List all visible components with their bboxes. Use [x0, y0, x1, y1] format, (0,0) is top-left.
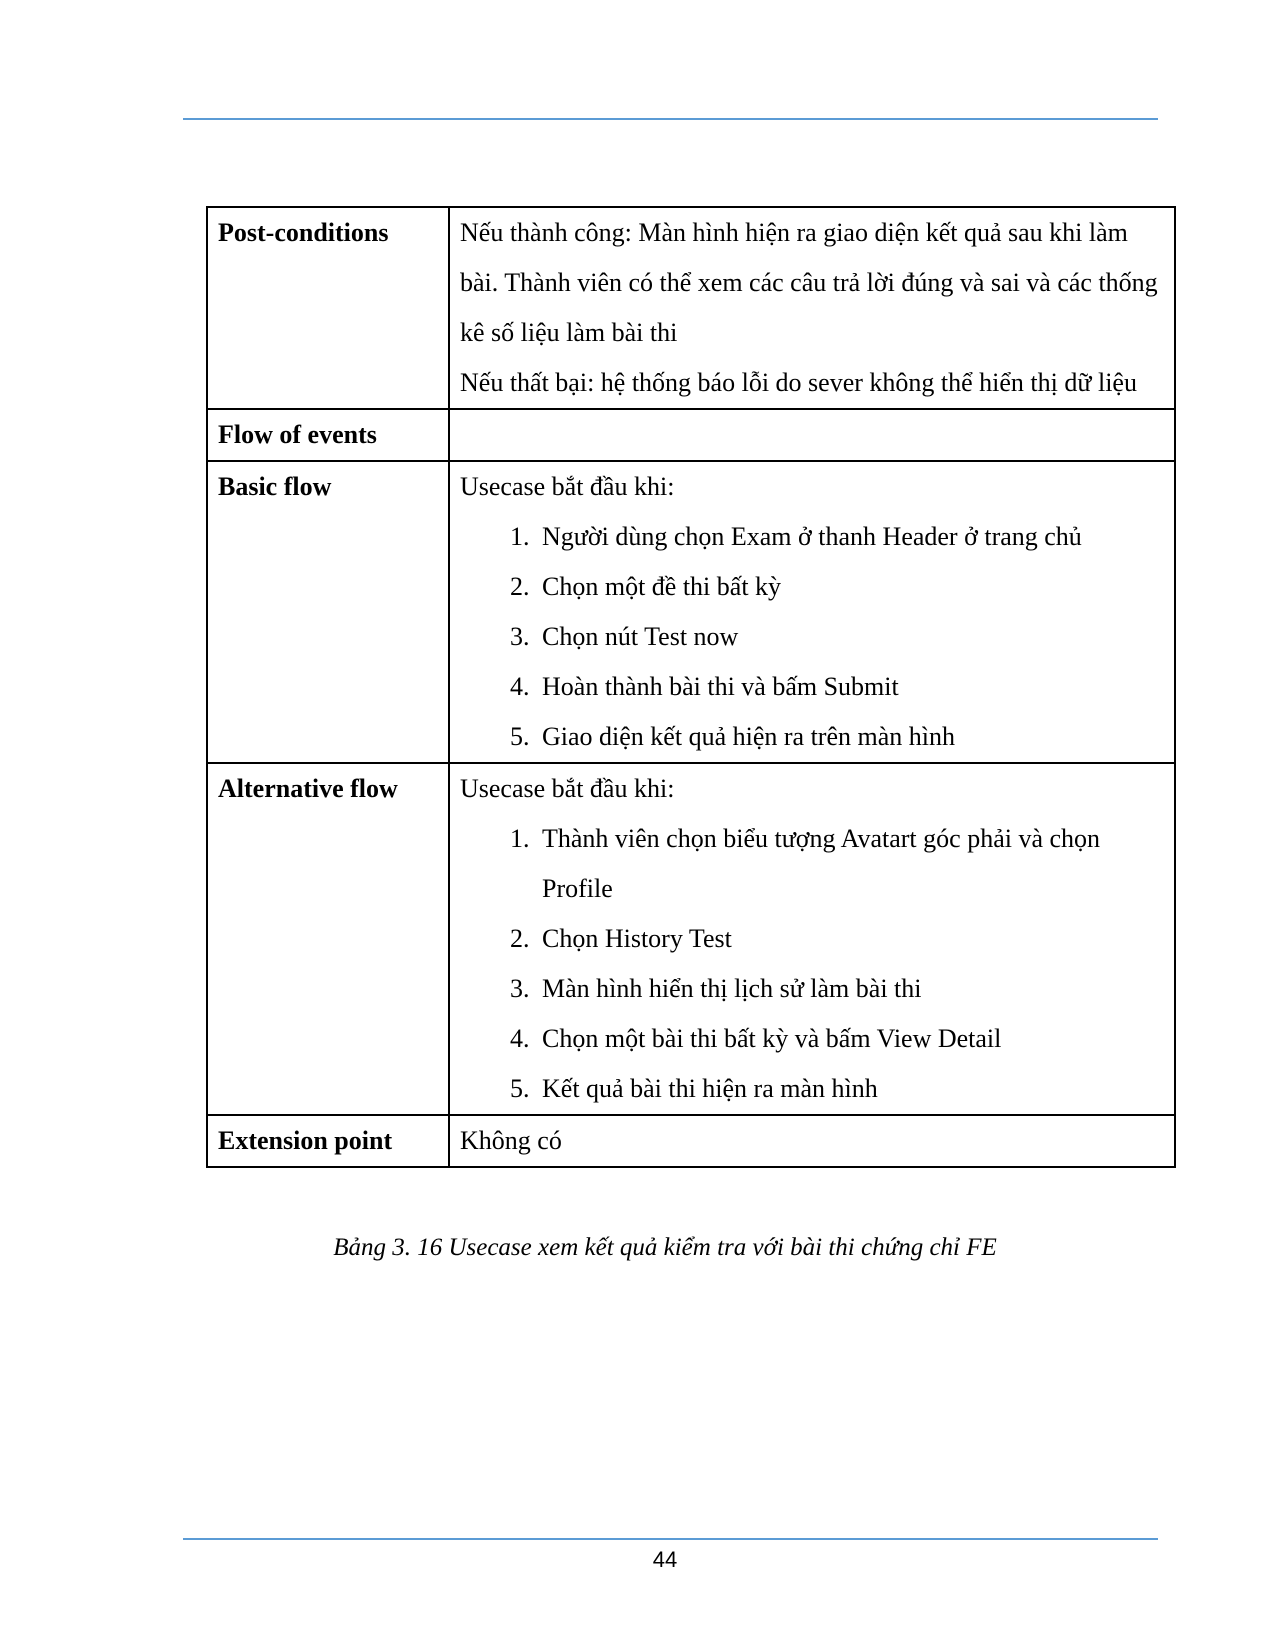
- alternative-flow-step: 5. Kết quả bài thi hiện ra màn hình: [536, 1064, 1164, 1114]
- row-basic-flow: [207, 461, 1175, 763]
- alternative-flow-step: 4. Chọn một bài thi bất kỳ và bấm View Detail: [536, 1014, 1164, 1064]
- basic-flow-step: 1. Người dùng chọn Exam ở thanh Header ở trang chủ: [536, 512, 1164, 562]
- basic-flow-step: 5. Giao diện kết quả hiện ra trên màn hình: [536, 712, 1164, 762]
- basic-flow-steps: [460, 512, 1164, 762]
- basic-flow-content: [449, 461, 1175, 763]
- post-conditions-label: Post-conditions: [207, 207, 449, 409]
- post-conditions-failure: Nếu thất bại: hệ thống báo lỗi do sever không thể hiển thị dữ liệu: [460, 368, 1137, 397]
- basic-flow-label: Basic flow: [207, 461, 449, 763]
- footer-rule: [183, 1538, 1158, 1540]
- flow-of-events-content: [449, 409, 1175, 461]
- usecase-table: [206, 206, 1176, 1168]
- post-conditions-success: Nếu thành công: Màn hình hiện ra giao diện kết quả sau khi làm bài. Thành viên có thể xem các câu trả lời đúng và sai và các thống kê số liệu làm bài thi: [460, 218, 1158, 347]
- flow-of-events-label: Flow of events: [207, 409, 449, 461]
- basic-flow-step: 2. Chọn một đề thi bất kỳ: [536, 562, 1164, 612]
- table-caption: Bảng 3. 16 Usecase xem kết quả kiểm tra với bài thi chứng chỉ FE: [333, 1234, 997, 1261]
- header-rule: [183, 118, 1158, 120]
- alternative-flow-label: Alternative flow: [207, 763, 449, 1115]
- alternative-flow-step: 1. Thành viên chọn biểu tượng Avatart góc phải và chọn Profile: [536, 814, 1164, 914]
- basic-flow-step: 4. Hoàn thành bài thi và bấm Submit: [536, 662, 1164, 712]
- row-extension-point: [207, 1115, 1175, 1167]
- basic-flow-step: 3. Chọn nút Test now: [536, 612, 1164, 662]
- alternative-flow-content: [449, 763, 1175, 1115]
- row-flow-of-events: [207, 409, 1175, 461]
- alternative-flow-step: 2. Chọn History Test: [536, 914, 1164, 964]
- alternative-flow-intro: Usecase bắt đầu khi:: [460, 774, 675, 803]
- row-alternative-flow: [207, 763, 1175, 1115]
- page-number: 44: [652, 1547, 678, 1572]
- row-post-conditions: [207, 207, 1175, 409]
- alternative-flow-steps: [460, 814, 1164, 1114]
- extension-point-label: Extension point: [207, 1115, 449, 1167]
- basic-flow-intro: Usecase bắt đầu khi:: [460, 472, 675, 501]
- extension-point-content: Không có: [449, 1115, 1175, 1167]
- alternative-flow-step: 3. Màn hình hiển thị lịch sử làm bài thi: [536, 964, 1164, 1014]
- post-conditions-content: [449, 207, 1175, 409]
